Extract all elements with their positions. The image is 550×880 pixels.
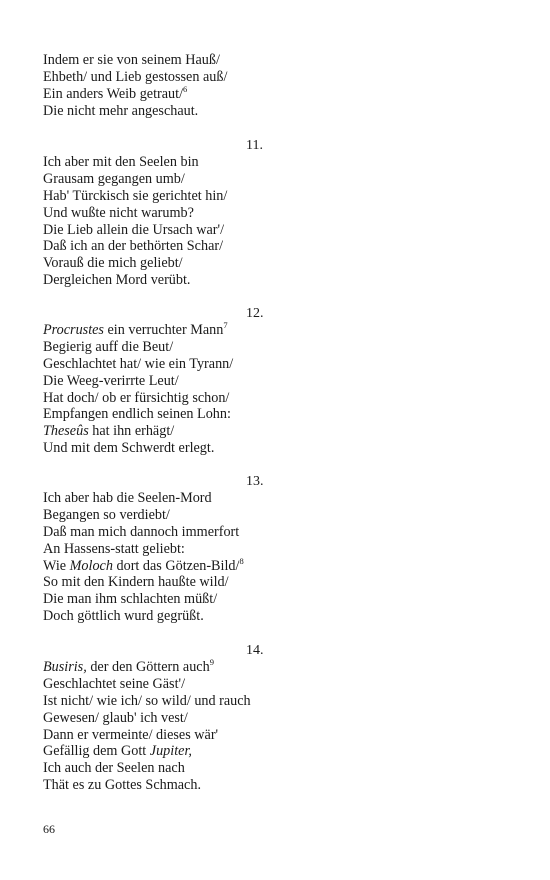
page-number: 66 [43, 822, 55, 836]
text-run: dort das Götzen-Bild/ [112, 557, 240, 574]
stanza-number: 11. [246, 138, 263, 153]
text-run: Begangen so verdiebt/ [43, 506, 170, 523]
text-run: Daß man mich dannoch immerfort [43, 523, 240, 540]
verse-line [43, 490, 212, 507]
text-run: An Hassens-statt geliebt: [43, 540, 185, 557]
text-run: Dann er vermeinte/ dieses wär' [43, 726, 219, 743]
text-run: Ich aber hab die Seelen-Mord [43, 489, 212, 506]
verse-line [43, 222, 224, 239]
verse-line [43, 440, 214, 457]
text-run: Wie [43, 557, 70, 574]
verse-line [43, 83, 188, 103]
text-run: Die Lieb allein die Ursach war'/ [43, 221, 225, 238]
verse-line [43, 406, 231, 423]
text-run: Die Weeg-verirrte Leut/ [43, 372, 179, 389]
verse-line [43, 154, 199, 171]
verse-line [43, 238, 223, 255]
text-run: Thät es zu Gottes Schmach. [43, 777, 201, 794]
italic-name: Moloch [69, 557, 113, 574]
verse-line [43, 760, 185, 777]
footnote-marker: 8 [239, 555, 244, 566]
text-run: Geschlachtet hat/ wie ein Tyrann/ [43, 355, 234, 372]
verse-line [43, 693, 251, 710]
verse-line [43, 423, 174, 440]
verse-line [43, 676, 185, 693]
verse-line [43, 656, 214, 676]
text-run: Ich auch der Seelen nach [43, 760, 185, 777]
verse-line [43, 373, 179, 390]
verse-line [43, 507, 170, 524]
text-run: Geschlachtet seine Gäst'/ [43, 675, 186, 692]
stanza-number: 14. [246, 643, 264, 658]
footnote-marker: 6 [183, 83, 188, 94]
verse-line [43, 727, 218, 744]
stanza-number: 13. [246, 474, 264, 489]
italic-name: Theseûs [43, 423, 89, 440]
verse-line [43, 319, 228, 339]
italic-name: Jupiter, [149, 743, 192, 760]
text-run: der den Göttern auch [86, 658, 210, 675]
text-run: Hat doch/ ob er fürsichtig schon/ [43, 389, 230, 406]
verse-line [43, 743, 192, 760]
text-run: Die nicht mehr angeschaut. [43, 102, 199, 119]
verse-line [43, 272, 190, 289]
verse-line [43, 390, 229, 407]
footnote-marker: 7 [223, 319, 228, 330]
text-run: Die man ihm schlachten müßt/ [43, 591, 218, 608]
text-run: Empfangen endlich seinen Lohn: [43, 406, 231, 423]
verse-line [43, 171, 185, 188]
text-run: ein verruchter Mann [103, 321, 224, 338]
footnote-marker: 9 [209, 656, 214, 667]
text-run: So mit den Kindern haußte wild/ [43, 574, 229, 591]
verse-line [43, 541, 185, 558]
verse-line [43, 608, 204, 625]
text-run: Begierig auff die Beut/ [43, 338, 174, 355]
verse-line [43, 524, 239, 541]
text-run: Ehbeth/ und Lieb gestossen auß/ [43, 68, 228, 85]
verse-line [43, 574, 229, 591]
italic-name: Busiris, [43, 658, 87, 675]
verse-line [43, 591, 217, 608]
verse-line [43, 103, 198, 120]
text-run: Daß ich an der bethörten Schar/ [43, 238, 224, 255]
text-run: Doch göttlich wurd gegrüßt. [43, 608, 204, 625]
italic-name: Procrustes [43, 321, 104, 338]
verse-line [43, 69, 227, 86]
text-run: Indem er sie von seinem Hauß/ [43, 52, 220, 68]
verse-line [43, 555, 244, 575]
verse-line [43, 710, 188, 727]
text-run: Gewesen/ glaub' ich vest/ [43, 709, 188, 726]
verse-line [43, 356, 233, 373]
stanza-number: 12. [246, 306, 264, 321]
text-run: Ich aber mit den Seelen bin [43, 153, 199, 170]
verse-line [43, 339, 173, 356]
text-run: Ist nicht/ wie ich/ so wild/ und rauch [43, 692, 251, 709]
verse-line [43, 188, 227, 205]
text-run: Ein anders Weib getraut/ [43, 85, 184, 102]
text-run: Grausam gegangen umb/ [43, 170, 185, 187]
text-run: Vorauß die mich geliebt/ [43, 255, 183, 272]
text-run: hat ihn erhägt/ [88, 423, 175, 440]
verse-line [43, 52, 220, 69]
text-run: Dergleichen Mord verübt. [43, 272, 191, 289]
verse-line [43, 205, 194, 222]
text-run: Und wußte nicht warumb? [43, 204, 194, 221]
text-run: Hab' Türckisch sie gerichtet hin/ [43, 187, 228, 204]
verse-line [43, 777, 201, 794]
verse-line [43, 255, 183, 272]
text-run: Gefällig dem Gott [43, 743, 150, 760]
text-run: Und mit dem Schwerdt erlegt. [43, 440, 215, 457]
